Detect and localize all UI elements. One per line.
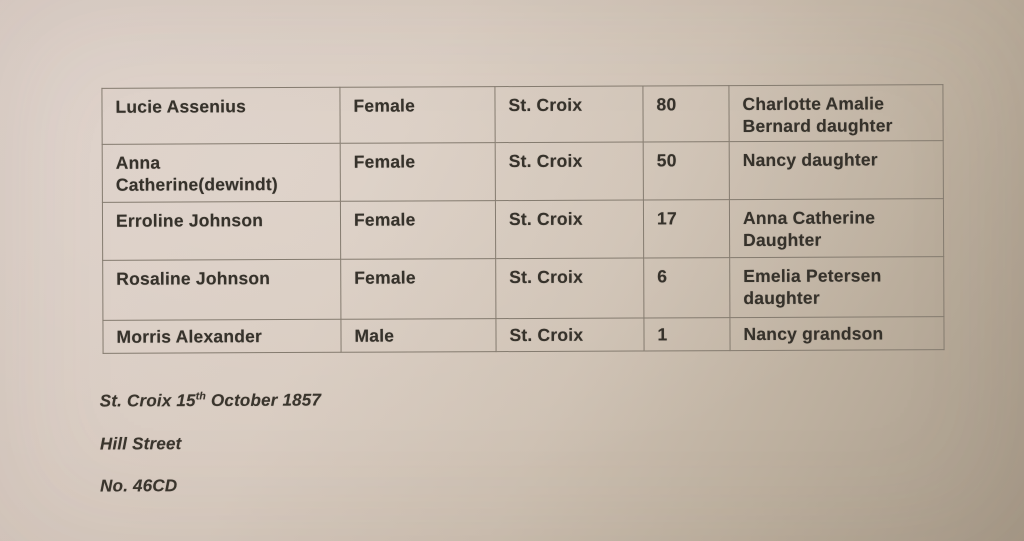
cell-age: 50	[643, 142, 729, 200]
cell-place: St. Croix	[495, 86, 643, 143]
cell-place: St. Croix	[495, 200, 643, 259]
table-row	[102, 141, 943, 203]
cell-relation: Nancy grandson	[730, 317, 944, 351]
cell-relation: Anna Catherine Daughter	[729, 199, 943, 258]
footer-street-line: Hill Street	[99, 433, 182, 454]
cell-gender: Male	[341, 319, 496, 353]
table-row	[102, 199, 943, 261]
cell-gender: Female	[340, 143, 495, 202]
cell-name: Lucie Assenius	[102, 87, 340, 144]
cell-age: 6	[644, 258, 730, 318]
table-row	[102, 85, 943, 145]
footer-date-rest: October 1857	[205, 390, 322, 411]
footer-date-line	[100, 392, 321, 412]
cell-name: Erroline Johnson	[102, 201, 340, 260]
cell-place: St. Croix	[495, 142, 643, 201]
date-ordinal-superscript: th	[195, 390, 207, 403]
cell-place: St. Croix	[496, 318, 644, 352]
table-row	[103, 257, 944, 321]
footer-date-place: St. Croix 15	[99, 391, 196, 411]
cell-age: 17	[643, 200, 729, 258]
cell-place: St. Croix	[496, 258, 644, 319]
cell-gender: Female	[340, 201, 495, 260]
census-record-table	[101, 84, 944, 354]
cell-name: Morris Alexander	[103, 319, 341, 353]
cell-name: Anna Catherine(dewindt)	[102, 143, 340, 202]
cell-name: Rosaline Johnson	[103, 259, 341, 320]
cell-gender: Female	[340, 87, 495, 144]
table-row	[103, 317, 944, 354]
document-footer	[100, 392, 322, 521]
cell-relation: Emelia Petersen daughter	[730, 257, 944, 318]
footer-number-line: No. 46CD	[100, 476, 178, 496]
cell-relation: Nancy daughter	[729, 141, 943, 200]
cell-age: 1	[644, 318, 730, 351]
cell-gender: Female	[341, 259, 496, 320]
cell-relation: Charlotte Amalie Bernard daughter	[729, 85, 943, 142]
cell-age: 80	[643, 86, 729, 142]
